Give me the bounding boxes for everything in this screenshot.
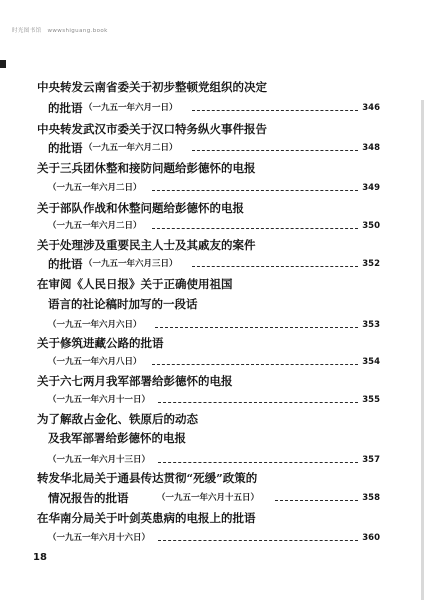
toc-entry-date-line xyxy=(0,317,424,333)
watermark-text: 时光图书馆 xyxy=(12,28,42,34)
toc-leader-dots xyxy=(192,110,358,111)
toc-entry-date: （一九五一年六月十一日） xyxy=(48,395,151,405)
toc-page-number: 353 xyxy=(362,320,380,330)
toc-entry-title xyxy=(0,121,424,137)
toc-entry-title-text: 为了解敌占金化、铁原后的动态 xyxy=(37,412,198,426)
toc-entry-title xyxy=(0,79,424,95)
toc-entry-date: （一九五一年六月十三日） xyxy=(48,455,151,465)
toc-leader-dots xyxy=(155,327,358,328)
toc-leader-dots xyxy=(152,364,358,365)
toc-entry-date: （一九五一年六月八日） xyxy=(48,357,142,367)
toc-page-number: 350 xyxy=(362,221,380,231)
toc-entry-date-line xyxy=(0,530,424,546)
toc-entry-date: （一九五一年六月二日） xyxy=(48,183,142,193)
toc-entry-date: （一九五一年六月十六日） xyxy=(48,533,151,543)
toc-page-number: 354 xyxy=(362,357,380,367)
toc-entry-title xyxy=(0,430,424,446)
toc-entry-title-continued: 的批语 xyxy=(48,101,83,115)
toc-entry-title-text: 转发华北局关于通县传达贯彻“死缓”政策的 xyxy=(37,471,258,485)
toc-leader-dots xyxy=(192,266,358,267)
toc-entry-title-continued: 的批语 xyxy=(48,141,83,155)
toc-entry-title-continued: 语言的社论稿时加写的一段话 xyxy=(48,297,198,311)
toc-entry-title-text: 中央转发云南省委关于初步整顿党组织的决定 xyxy=(37,80,267,94)
toc-entry-title-text: 关于处理涉及重要民主人士及其戚友的案件 xyxy=(37,238,256,252)
toc-entry-title xyxy=(0,160,424,176)
toc-entry-date-line xyxy=(0,452,424,468)
toc-page-number: 357 xyxy=(362,455,380,465)
toc-entry-date: （一九五一年六月二日） xyxy=(48,221,142,231)
toc-leader-dots xyxy=(152,190,358,191)
toc-page-number: 349 xyxy=(362,183,380,193)
toc-entry-date: （一九五一年六月六日） xyxy=(48,320,142,330)
toc-entry-date-line xyxy=(0,140,424,156)
toc-entry-date-line xyxy=(0,354,424,370)
toc-entry-date: （一九五一年六月十五日） xyxy=(157,493,260,503)
toc-entry-title-text: 中央转发武汉市委关于汉口特务纵火事件报告 xyxy=(37,122,267,136)
toc-entry-title-text: 在华南分局关于叶剑英患病的电报上的批语 xyxy=(37,511,256,525)
toc-entry-date-line xyxy=(0,490,424,506)
toc-entry-title-text: 关于部队作战和休整问题给彭德怀的电报 xyxy=(37,201,244,215)
toc-entry-title-continued: 及我军部署给彭德怀的电报 xyxy=(48,431,186,445)
toc-entry-date-line xyxy=(0,180,424,196)
toc-entry-date: （一九五一年六月一日） xyxy=(84,103,178,113)
toc-entry-title xyxy=(0,335,424,351)
toc-entry-date-line xyxy=(0,218,424,234)
watermark-site: wwwshiguang.book xyxy=(47,28,108,34)
toc-entry-title-continued: 的批语 xyxy=(48,257,83,271)
toc-entry-title xyxy=(0,373,424,389)
toc-entry-title xyxy=(0,276,424,292)
toc-entry-title-text: 关于六七两月我军部署给彭德怀的电报 xyxy=(37,374,233,388)
toc-page-number: 352 xyxy=(362,259,380,269)
toc-page-number: 358 xyxy=(362,493,380,503)
toc-entry-title-text: 关于修筑进藏公路的批语 xyxy=(37,336,164,350)
page-number: 18 xyxy=(33,552,47,563)
toc-page-number: 348 xyxy=(362,143,380,153)
toc-entry-title xyxy=(0,200,424,216)
toc-entry-date: （一九五一年六月三日） xyxy=(84,259,178,269)
toc-leader-dots xyxy=(158,402,358,403)
toc-page-number: 355 xyxy=(362,395,380,405)
toc-entry-title xyxy=(0,296,424,312)
toc-entry-date: （一九五一年六月二日） xyxy=(84,143,178,153)
toc-entry-title xyxy=(0,510,424,526)
toc-entry-date-line xyxy=(0,256,424,272)
toc-entry-date-line xyxy=(0,100,424,116)
toc-entry-title xyxy=(0,470,424,486)
toc-leader-dots xyxy=(275,500,358,501)
toc-entry-title-text: 关于三兵团休整和接防问题给彭德怀的电报 xyxy=(37,161,256,175)
toc-entry-title xyxy=(0,237,424,253)
toc-page-number: 346 xyxy=(362,103,380,113)
toc-leader-dots xyxy=(152,228,358,229)
toc-leader-dots xyxy=(158,462,358,463)
toc-page-number: 360 xyxy=(362,533,380,543)
toc-leader-dots xyxy=(192,150,358,151)
toc-entry-title xyxy=(0,411,424,427)
toc-entry-title-text: 在审阅《人民日报》关于正确使用祖国 xyxy=(37,277,233,291)
toc-leader-dots xyxy=(158,540,358,541)
toc-entry-date-line xyxy=(0,392,424,408)
toc-entry-title-continued: 情况报告的批语 xyxy=(48,491,129,505)
